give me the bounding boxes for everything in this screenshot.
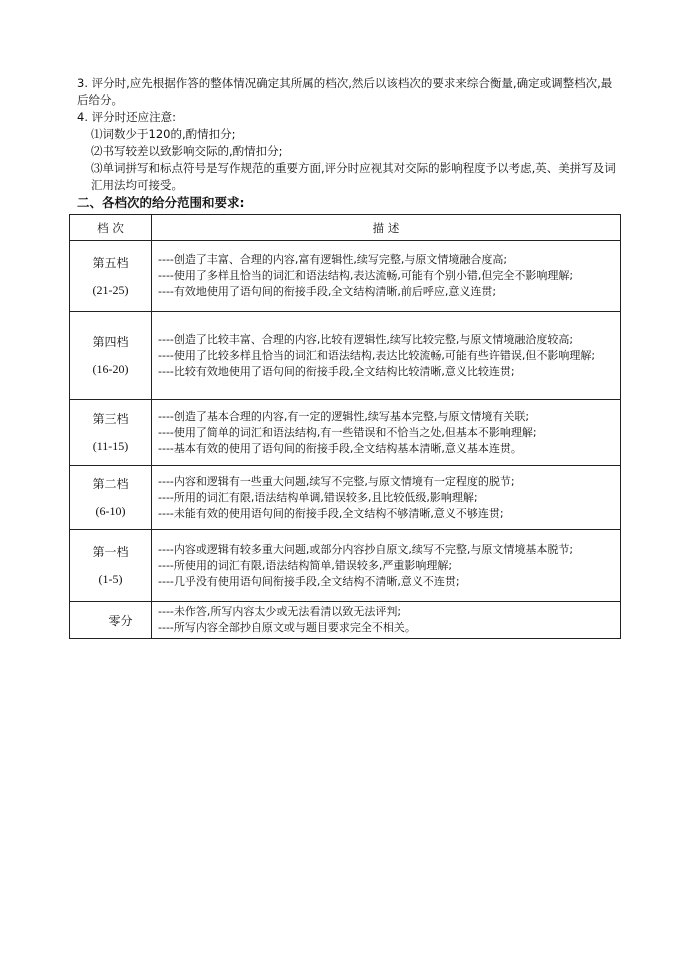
grade-range: (1-5) <box>98 572 123 586</box>
grade-range: (6-10) <box>95 504 126 518</box>
description-cell <box>152 241 621 312</box>
grade-cell <box>70 400 152 466</box>
grade-name: 第四档 <box>92 335 129 349</box>
description-cell <box>152 530 621 602</box>
scoring-note-4-1: ⑴词数少于120的,酌情扣分; <box>91 127 236 141</box>
description-line: ----创造了比较丰富、合理的内容,比较有逻辑性,续写比较完整,与原文情境融洽度较高; <box>158 332 574 346</box>
table-row <box>70 312 621 400</box>
description-line: ----比较有效地使用了语句间的衔接手段,全文结构比较清晰,意义比较连贯; <box>158 364 515 378</box>
scoring-note-3: 3. 评分时,应先根据作答的整体情况确定其所属的档次,然后以该档次的要求来综合衡量,确定或调整档次,最后给分。 <box>77 76 613 107</box>
table-row <box>70 602 621 639</box>
grade-name: 第五档 <box>92 255 129 270</box>
section-heading: 二、各档次的给分范围和要求: <box>77 195 245 210</box>
description-line: ----未能有效的使用语句间的衔接手段,全文结构不够清晰,意义不够连贯; <box>158 506 504 520</box>
description-line: ----内容和逻辑有一些重大问题,续写不完整,与原文情境有一定程度的脱节; <box>158 474 515 488</box>
document-body <box>77 75 622 639</box>
scoring-note-4-2: ⑵书写较差以致影响交际的,酌情扣分; <box>91 144 283 158</box>
grade-name: 第三档 <box>92 412 129 426</box>
grade-cell <box>70 466 152 530</box>
grade-name: 零分 <box>108 613 133 628</box>
description-line: ----几乎没有使用语句间衔接手段,全文结构不清晰,意义不连贯; <box>158 574 460 588</box>
description-line: ----基本有效的使用了语句间的衔接手段,全文结构基本清晰,意义基本连贯。 <box>158 441 522 455</box>
description-line: ----未作答,所写内容太少或无法看清以致无法评判; <box>158 605 402 618</box>
table-header-row <box>70 215 621 241</box>
description-line: ----创造了丰富、合理的内容,富有逻辑性,续写完整,与原文情境融合度高; <box>158 253 508 266</box>
table-row <box>70 241 621 312</box>
grade-cell <box>70 312 152 400</box>
description-line: ----有效地使用了语句间的衔接手段,全文结构清晰,前后呼应,意义连贯; <box>158 285 497 298</box>
description-cell <box>152 312 621 400</box>
scoring-note-4: 4. 评分时还应注意: <box>77 110 177 124</box>
description-line: ----所用的词汇有限,语法结构单调,错误较多,且比较低级,影响理解; <box>158 490 478 504</box>
grade-name: 第一档 <box>92 545 129 559</box>
grade-cell <box>70 602 152 639</box>
grade-name: 第二档 <box>92 477 129 491</box>
grade-cell <box>70 241 152 312</box>
description-line: ----创造了基本合理的内容,有一定的逻辑性,续写基本完整,与原文情境有关联; <box>158 409 530 423</box>
grading-table <box>69 214 621 639</box>
description-line: ----内容或逻辑有较多重大问题,或部分内容抄自原文,续写不完整,与原文情境基本脱节; <box>158 542 574 556</box>
description-line: ----使用了多样且恰当的词汇和语法结构,表达流畅,可能有个别小错,但完全不影响理解; <box>158 269 574 282</box>
grade-range: (11-15) <box>92 439 129 453</box>
description-line: ----使用了简单的词汇和语法结构,有一些错误和不恰当之处,但基本不影响理解; <box>158 425 537 439</box>
grade-range: (16-20) <box>92 362 129 376</box>
description-line: ----所写内容全部抄自原文或与题目要求完全不相关。 <box>158 621 416 634</box>
table-row <box>70 466 621 530</box>
grade-range: (21-25) <box>92 282 129 297</box>
header-description: 描 述 <box>152 215 621 241</box>
table-row <box>70 400 621 466</box>
description-cell <box>152 466 621 530</box>
description-line: ----所使用的词汇有限,语法结构简单,错误较多,严重影响理解; <box>158 558 453 572</box>
description-line: ----使用了比较多样且恰当的词汇和语法结构,表达比较流畅,可能有些许错误,但不影响理解; <box>158 348 596 362</box>
header-grade: 档 次 <box>70 215 152 241</box>
scoring-note-4-3: ⑶单词拼写和标点符号是写作规范的重要方面,评分时应视其对交际的影响程度予以考虑,英、美拼写及词汇用法均可接受。 <box>91 161 616 192</box>
description-cell <box>152 602 621 639</box>
table-row <box>70 530 621 602</box>
description-cell <box>152 400 621 466</box>
grade-cell <box>70 530 152 602</box>
